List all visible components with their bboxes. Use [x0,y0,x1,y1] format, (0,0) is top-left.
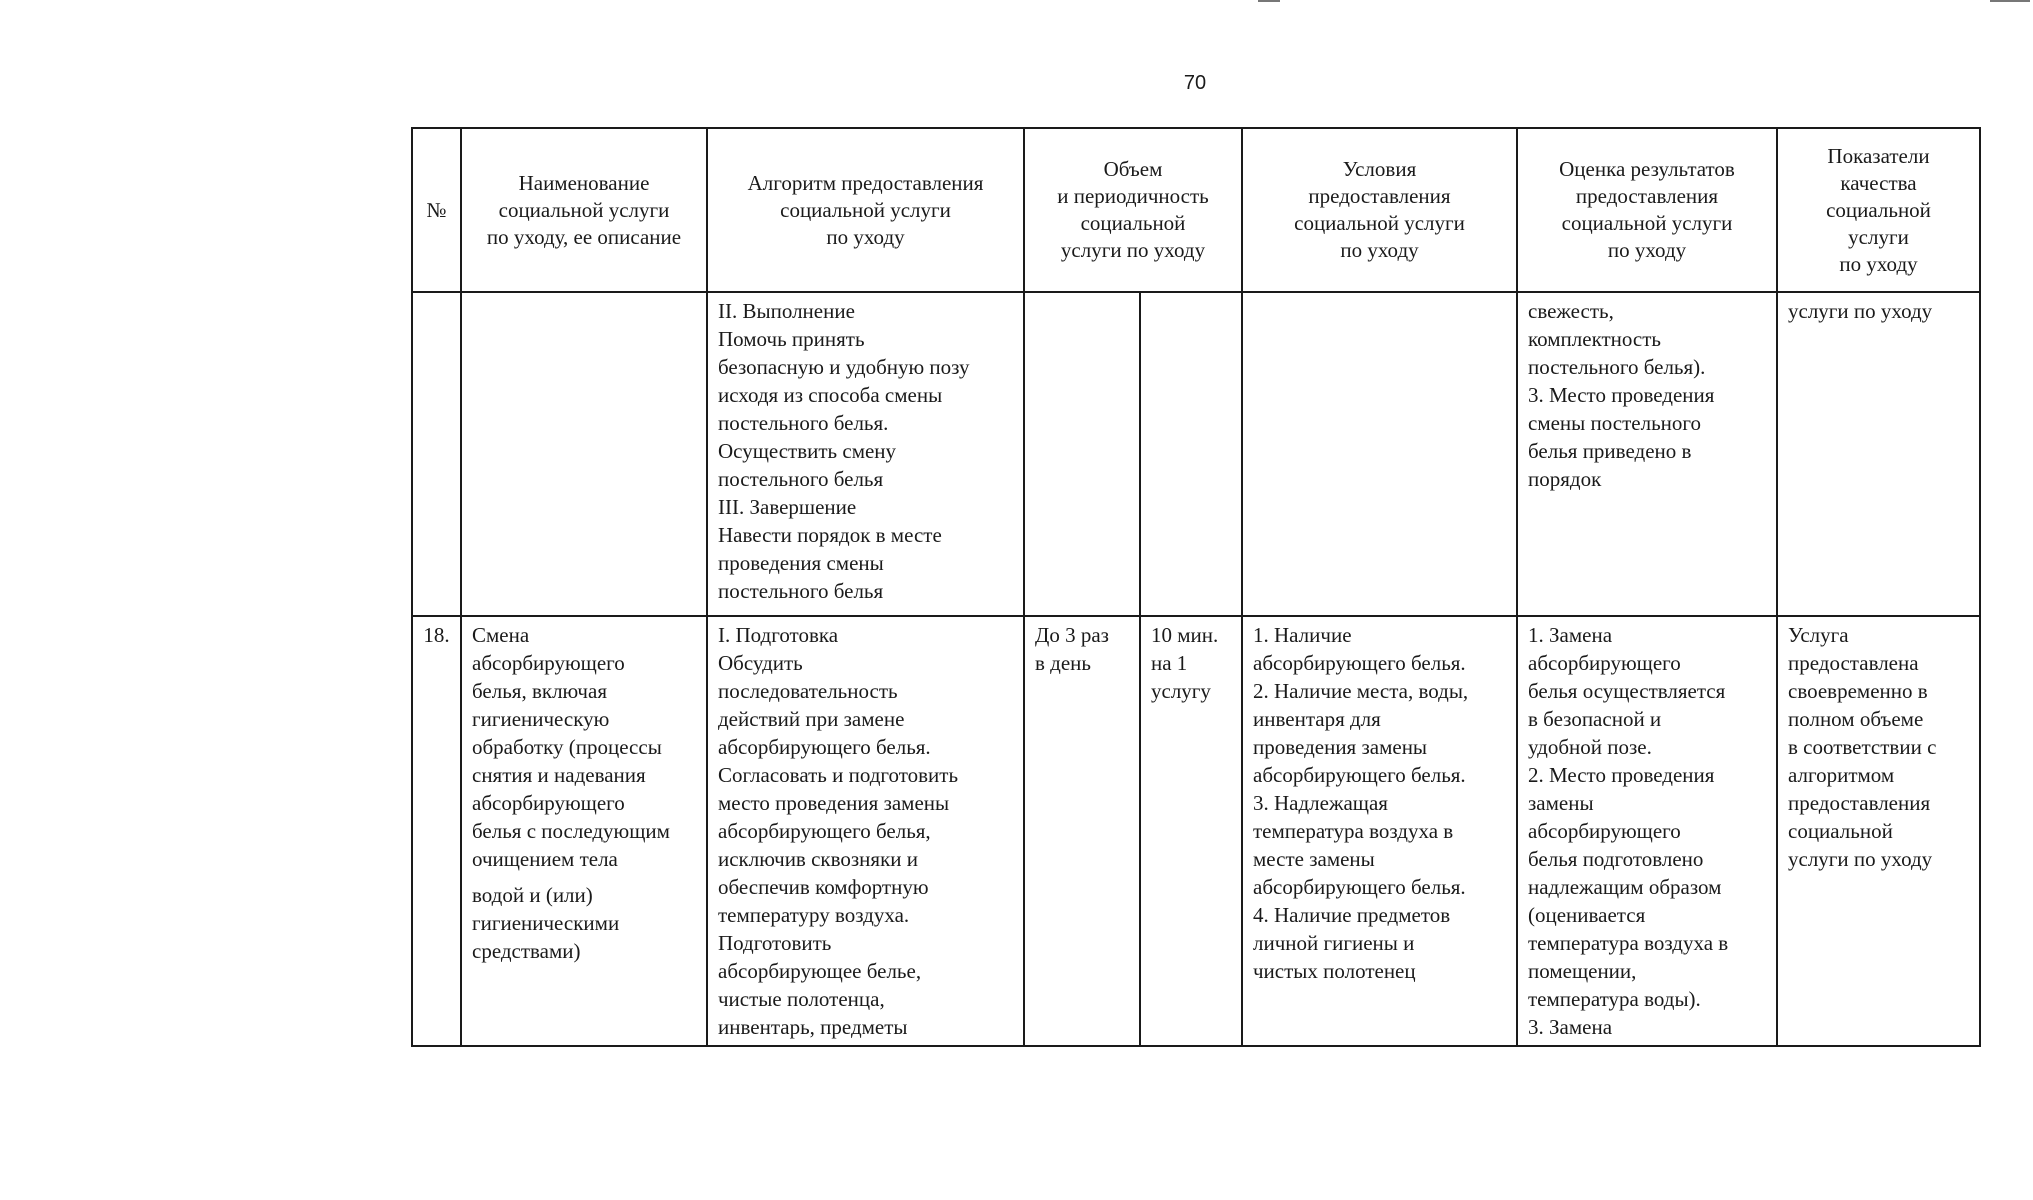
text-line: социальной [1788,819,1893,843]
text-line: в безопасной и [1528,707,1662,731]
text-line: температуру воздуха. [718,903,910,927]
text-line: Осуществить смену [718,439,897,463]
header-algorithm [707,128,1024,292]
cell-periodicity [1140,616,1242,1046]
text-line: безопасную и удобную позу [718,355,970,379]
text-line: 4. Наличие предметов [1253,903,1451,927]
text-line: социальной услуги [1561,211,1733,235]
text-line: Услуга [1788,623,1849,647]
text-line: последовательность [718,679,898,703]
text-line: и периодичность [1057,184,1209,208]
text-line: услуги [1848,224,1909,249]
cell-algorithm [707,292,1024,616]
header-quality [1777,128,1980,292]
text-line: социальной услуги [498,197,670,222]
text-line: белья, включая [472,679,607,703]
text-line: в соответствии с [1788,735,1937,759]
text-line: в день [1035,651,1091,675]
text-line: 2. Место проведения [1528,763,1715,787]
table-row-continuation [412,292,1980,616]
cell-algorithm [707,616,1024,1046]
text-line: Смена [472,623,530,647]
text-line: Наименование [518,170,650,195]
text-line: абсорбирующего белья, [718,819,931,843]
header-volume [1024,128,1242,292]
text-line: социальной [1826,197,1931,222]
text-line: снятия и надевания [472,763,646,787]
text-line: Условия [1342,157,1417,181]
text-line: средствами) [472,939,581,963]
text-line: предоставления [1788,791,1931,815]
text-line: порядок [1528,467,1602,491]
text-line: температура воздуха в [1528,931,1729,955]
text-line: чистых полотенец [1253,959,1416,983]
text-line: (оценивается [1528,903,1646,927]
text-line: комплектность [1528,327,1662,351]
text-line: по уходу, ее описание [486,224,682,249]
text-line: 3. Замена [1528,1015,1613,1039]
text-line: белья подготовлено [1528,847,1704,871]
text-line: место проведения замены [718,791,950,815]
text-line: надлежащим образом [1528,875,1722,899]
text-line: абсорбирующего [1528,651,1681,675]
text-line: предоставлена [1788,651,1919,675]
text-line: III. Завершение [718,495,857,519]
text-line: замены [1528,791,1594,815]
text-line: по уходу [826,224,905,249]
cell-volume [1024,616,1140,1046]
header-name [461,128,707,292]
cell-conditions [1242,616,1517,1046]
cell-name [461,616,707,1046]
text-line: по уходу [1607,238,1687,262]
cell-num: 18. [412,616,461,1046]
text-line: социальной услуги [780,197,951,222]
text-line: свежесть, [1528,299,1614,323]
text-line: своевременно в [1788,679,1928,703]
text-line: качества [1840,170,1917,195]
text-line: Помочь принять [718,327,865,351]
text-line: Оценка результатов [1559,157,1735,181]
text-line: До 3 раз [1035,623,1109,647]
text-line: личной гигиены и [1253,931,1415,955]
text-line: постельного белья [718,579,884,603]
text-line: температура воздуха в [1253,819,1454,843]
text-line: Навести порядок в месте [718,523,942,547]
text-line: I. Подготовка [718,623,839,647]
text-line: услугу [1151,679,1211,703]
cell-conditions [1242,292,1517,616]
cell-num [412,292,461,616]
cell-evaluation [1517,292,1777,616]
text-line: абсорбирующего [472,651,625,675]
text-line: постельного белья [718,467,884,491]
text-line: услуги по уходу [1788,299,1933,323]
name-text [472,621,696,873]
cell-volume [1024,292,1140,616]
text-line: смены постельного [1528,411,1701,435]
text-line: действий при замене [718,707,905,731]
text-line: по уходу [1839,251,1918,276]
header-num: № [412,128,461,292]
text-line: Алгоритм предоставления [747,170,984,195]
text-line: инвентарь, предметы [718,1015,908,1039]
text-line: гигиеническую [472,707,610,731]
text-line: услуги по уходу [1060,238,1206,262]
text-line: предоставления [1575,184,1719,208]
text-line: 1. Замена [1528,623,1613,647]
text-line: II. Выполнение [718,299,855,323]
text-line: проведения замены [1253,735,1428,759]
text-line: абсорбирующее белье, [718,959,922,983]
text-line: очищением тела [472,847,618,871]
text-line: полном объеме [1788,707,1924,731]
text-line: гигиеническими [472,911,620,935]
text-line: водой и (или) [472,883,593,907]
social-services-table [411,127,1981,1047]
text-line: чистые полотенца, [718,987,885,1011]
text-line: постельного белья). [1528,355,1706,379]
cell-evaluation [1517,616,1777,1046]
text-line: 3. Место проведения [1528,383,1715,407]
scan-mark [1258,0,1280,2]
header-row [412,128,1980,292]
header-conditions [1242,128,1517,292]
text-line: исходя из способа смены [718,383,943,407]
text-line: Объем [1103,157,1163,181]
cell-quality [1777,292,1980,616]
text-line: белья осуществляется [1528,679,1726,703]
text-line: постельного белья. [718,411,889,435]
text-line: удобной позе. [1528,735,1652,759]
text-line: обработку (процессы [472,735,662,759]
text-line: исключив сквозняки и [718,847,919,871]
text-line: Согласовать и подготовить [718,763,959,787]
cell-quality [1777,616,1980,1046]
name-text-tail [472,881,696,965]
text-line: белья приведено в [1528,439,1692,463]
header-evaluation [1517,128,1777,292]
text-line: абсорбирующего [472,791,625,815]
cell-periodicity [1140,292,1242,616]
text-line: проведения смены [718,551,884,575]
text-line: абсорбирующего белья. [1253,651,1466,675]
text-line: абсорбирующего белья. [1253,763,1466,787]
text-line: социальной [1080,211,1186,235]
text-line: Показатели [1827,143,1930,168]
text-line: абсорбирующего белья. [1253,875,1466,899]
text-line: 1. Наличие [1253,623,1352,647]
text-line: на 1 [1151,651,1188,675]
text-line: месте замены [1253,847,1375,871]
text-line: предоставления [1308,184,1451,208]
text-line: Обсудить [718,651,803,675]
text-line: услуги по уходу [1788,847,1933,871]
cell-name [461,292,707,616]
text-line: по уходу [1340,238,1419,262]
text-line: Подготовить [718,931,832,955]
text-line: 3. Надлежащая [1253,791,1388,815]
page-number: 70 [1183,72,1207,94]
text-line: помещении, [1528,959,1637,983]
text-line: абсорбирующего [1528,819,1681,843]
text-line: температура воды). [1528,987,1701,1011]
text-line: 2. Наличие места, воды, [1253,679,1469,703]
text-line: белья с последующим [472,819,670,843]
text-line: обеспечив комфортную [718,875,929,899]
text-line: абсорбирующего белья. [718,735,931,759]
scan-mark [1990,0,2030,2]
text-line: 10 мин. [1151,623,1219,647]
text-line: инвентаря для [1253,707,1381,731]
text-line: алгоритмом [1788,763,1895,787]
text-line: социальной услуги [1294,211,1465,235]
table-row-18 [412,616,1980,1046]
